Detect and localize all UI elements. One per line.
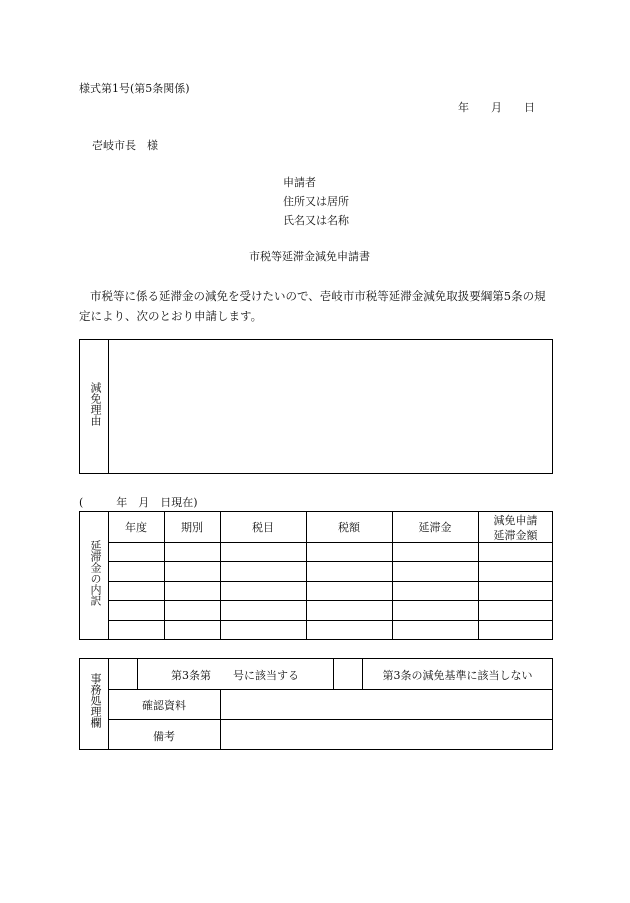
reason-label: 減免理由 — [89, 382, 102, 426]
header-tax-item: 税目 — [252, 521, 274, 534]
form-number: 様式第1号(第5条関係) — [79, 82, 190, 95]
date-day: 日 — [524, 101, 535, 114]
address-label: 住所又は居所 — [283, 195, 349, 208]
document-title: 市税等延滞金減免申請書 — [249, 250, 370, 263]
header-tax-amount: 税額 — [338, 521, 360, 534]
office-side-label: 事務処理欄 — [89, 673, 102, 728]
checkbox-applicable[interactable] — [110, 661, 135, 687]
reason-divider — [108, 339, 109, 474]
checkbox-not-applicable[interactable] — [335, 661, 360, 687]
name-label: 氏名又は名称 — [283, 214, 349, 227]
header-exemption-request-line1: 減免申請 — [493, 514, 538, 527]
option-not-applicable-label: 第3条の減免基準に該当しない — [382, 669, 533, 682]
body-paragraph: 市税等に係る延滞金の減免を受けたいので、壱岐市市税等延滞金減免取扱要綱第5条の規定により、次のとおり申請します。 — [79, 289, 546, 323]
row-line — [108, 620, 553, 621]
remarks-label: 備考 — [153, 730, 175, 743]
col-line — [220, 689, 221, 750]
remarks-field[interactable] — [222, 721, 551, 748]
row-line — [108, 561, 553, 562]
applicant-label: 申請者 — [283, 176, 316, 189]
arrears-side-label: 延滞金の内訳 — [89, 540, 102, 606]
documents-field[interactable] — [222, 691, 551, 717]
date-month: 月 — [491, 101, 502, 114]
header-period: 期別 — [181, 521, 203, 534]
col-line — [333, 658, 334, 689]
date-year: 年 — [458, 101, 469, 114]
row-line — [108, 600, 553, 601]
as-of-date: ( 年 月 日現在) — [79, 496, 198, 509]
option-applicable-label: 第3条第 号に該当する — [171, 669, 299, 682]
header-fiscal-year: 年度 — [125, 521, 147, 534]
row-line — [108, 719, 553, 720]
documents-label: 確認資料 — [142, 699, 186, 712]
reason-input-area[interactable] — [110, 342, 550, 471]
row-line — [108, 581, 553, 582]
addressee: 壱岐市長 様 — [92, 139, 158, 152]
header-exemption-request-line2: 延滞金額 — [493, 529, 538, 542]
header-late-fee: 延滞金 — [418, 521, 452, 534]
date-line — [458, 99, 535, 115]
row-line — [108, 689, 553, 690]
